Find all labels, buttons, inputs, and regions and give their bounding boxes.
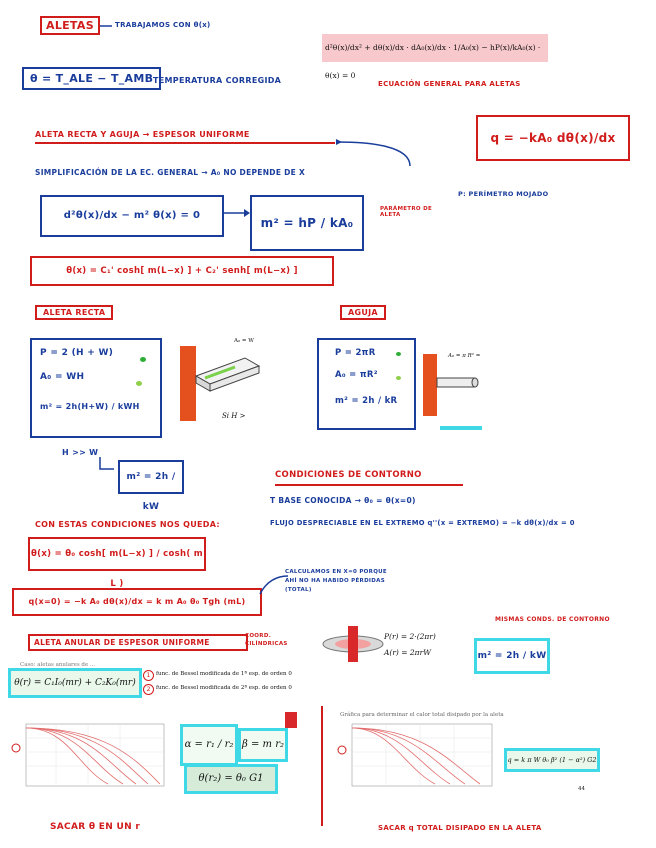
general-equation: d²θ(x)/dx² + dθ(x)/dx · dA₀(x)/dx · 1/A₀(x) − hP(x)/kA₀(x) · θ(x) = 0 xyxy=(322,34,548,62)
aguja-figure xyxy=(420,346,490,436)
bessel-note-2: func. de Bessel modificada de 2ª esp. de orden 0 xyxy=(156,685,292,691)
simplification-note: SIMPLIFICACIÓN DE LA EC. GENERAL → A₀ NO DEPENDE DE X xyxy=(35,168,306,177)
aleta-recta-title: ALETA RECTA xyxy=(35,305,113,320)
circle-2: 2 xyxy=(143,684,154,695)
m2-definition-box: m² = hP / kA₀ xyxy=(250,195,364,251)
anular-m2-box: m² = 2h / kW xyxy=(474,638,550,674)
anular-title: ALETA ANULAR DE ESPESOR UNIFORME xyxy=(28,634,248,651)
recta-m2: m² = 2h(H+W) / kWH xyxy=(40,402,140,411)
green-dot-3 xyxy=(396,352,401,356)
aguja-box xyxy=(317,338,416,430)
bessel-header: Caso: aletas anulares de ... xyxy=(20,662,96,668)
result-title: CON ESTAS CONDICIONES NOS QUEDA: xyxy=(35,520,220,529)
q-total-formula: q = k π W θ₀ β² (1 − α²) G2 xyxy=(504,748,600,772)
green-dot-2 xyxy=(136,381,142,386)
trabajamos-note: TRABAJAMOS CON θ(x) xyxy=(115,21,211,29)
arrow-header xyxy=(100,22,116,30)
arrow-approx xyxy=(98,455,118,475)
recta-fig-label: A₀ = W xyxy=(234,338,254,344)
arrow-m2 xyxy=(222,208,252,218)
page-number: 44 xyxy=(578,786,585,792)
caption-left: SACAR θ EN UN r xyxy=(50,822,141,832)
caption-right: SACAR q TOTAL DISIPADO EN LA ALETA xyxy=(378,824,542,832)
arrow-q-note xyxy=(256,572,296,602)
heat-flux-formula: q = −kA₀ dθ(x)/dx xyxy=(476,115,630,161)
contorno-title: CONDICIONES DE CONTORNO xyxy=(275,470,463,486)
chart-theta-r xyxy=(8,718,168,798)
circle-1: 1 xyxy=(143,670,154,681)
aletas-title: ALETAS xyxy=(40,16,100,35)
right-chart-title: Gráfica para determinar el calor total disipado por la aleta xyxy=(340,712,504,718)
recta-perimeter: P = 2 (H + W) xyxy=(40,348,114,358)
general-solution-box: θ(x) = C₁' cosh[ m(L−x) ] + C₂' senh[ m(L−x) ] xyxy=(30,256,334,286)
h-w-approx: H >> W xyxy=(62,448,99,457)
alpha-def: α = r₁ / r₂ xyxy=(180,724,238,766)
perimeter-r: P(r) = 2·(2πr) xyxy=(384,632,436,641)
contorno-extremo: FLUJO DESPRECIABLE EN EL EXTREMO q''(x = EXTREMO) = −k dθ(x)/dx = 0 xyxy=(270,519,575,527)
q-result-note: CALCULAMOS EN X=0 PORQUE AHÍ NO HA HABIDO PÉRDIDAS (TOTAL) xyxy=(285,569,387,593)
arrow-curve-general xyxy=(330,138,420,168)
bessel-solution: θ(r) = C₁I₀(mr) + C₂K₀(mr) xyxy=(8,668,142,698)
recta-area: A₀ = WH xyxy=(40,372,85,382)
recta-m2-approx-box: m² = 2h / kW xyxy=(118,460,184,494)
parameter-note: PARÁMETRO DE ALETA xyxy=(380,206,433,218)
area-r: A(r) = 2πrW xyxy=(384,648,431,657)
recta-fig-note: Si H > xyxy=(222,412,246,420)
q-result-box: q(x=0) = −k A₀ dθ(x)/dx = k m A₀ θ₀ Tgh (mL) xyxy=(12,588,262,616)
green-dot-4 xyxy=(396,376,401,380)
aguja-title: AGUJA xyxy=(340,305,386,320)
bessel-note-1: func. de Bessel modificada de 1ª esp. de orden 0 xyxy=(156,671,292,677)
aguja-m2: m² = 2h / kR xyxy=(335,396,398,406)
contorno-base: T BASE CONOCIDA → θ₀ = θ(x=0) xyxy=(270,496,416,505)
beta-def: β = m r₂ xyxy=(238,728,288,762)
aleta-recta-box xyxy=(30,338,162,438)
aguja-fig-label: A₀ = π R² = xyxy=(448,353,481,359)
vertical-divider xyxy=(321,706,323,826)
red-block xyxy=(285,712,297,728)
recta-aguja-title: ALETA RECTA Y AGUJA → ESPESOR UNIFORME xyxy=(35,130,335,144)
aguja-area: A₀ = πR² xyxy=(335,370,378,380)
perimeter-note: P: PERÍMETRO MOJADO xyxy=(458,190,549,198)
chart-q-total xyxy=(340,720,500,796)
temp-corregida-label: TEMPERATURA CORREGIDA xyxy=(153,76,282,85)
theta-result-box: θ(x) = θ₀ cosh[ m(L−x) ] / cosh( m L ) xyxy=(28,537,206,571)
theta-definition: θ = T_ALE − T_AMB xyxy=(22,67,161,90)
anular-figure xyxy=(318,622,388,668)
theta-r2-def: θ(r₂) = θ₀ G1 xyxy=(184,764,278,794)
green-dot-1 xyxy=(140,357,146,362)
general-eq-note: ECUACIÓN GENERAL PARA ALETAS xyxy=(378,80,521,88)
coord-cilindricas: COORD. CILÍNDRICAS xyxy=(245,633,288,647)
mismas-condiciones: MISMAS CONDS. DE CONTORNO xyxy=(495,616,610,623)
aguja-perimeter: P = 2πR xyxy=(335,348,376,358)
ode-box: d²θ(x)/dx − m² θ(x) = 0 xyxy=(40,195,224,237)
